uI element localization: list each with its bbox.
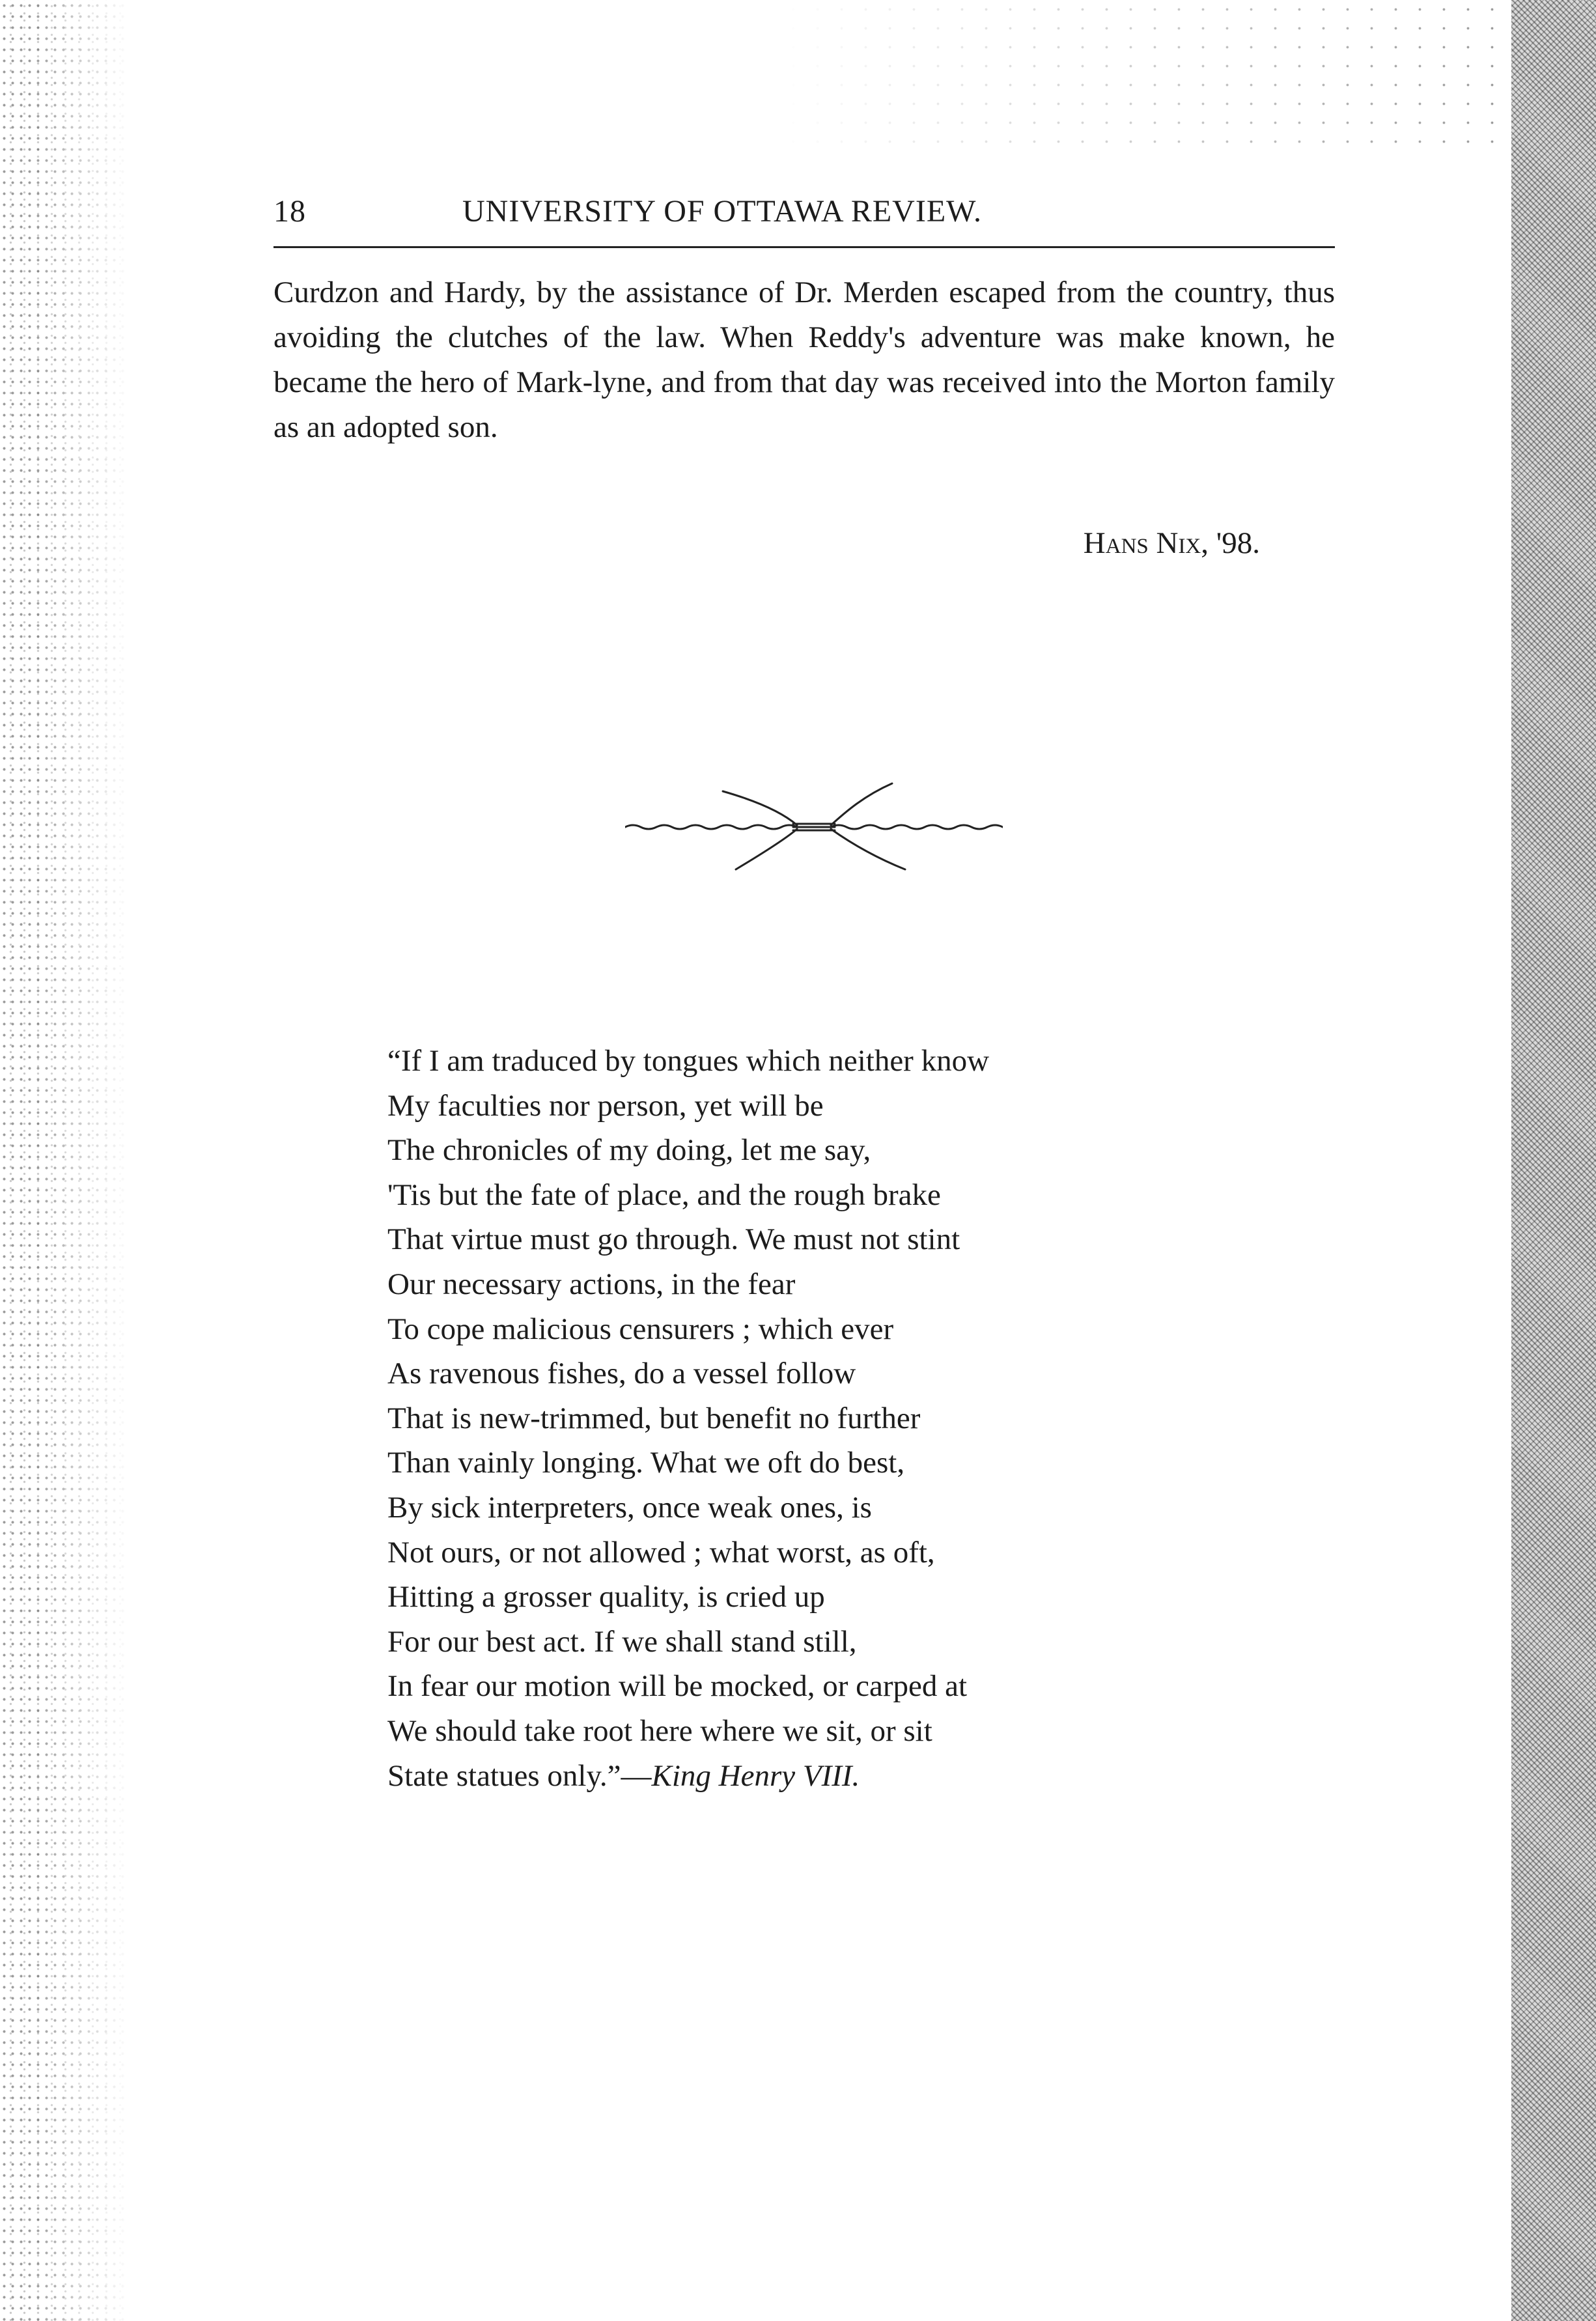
poem-line: We should take root here where we sit, or sit	[387, 1713, 932, 1748]
poem-line: In fear our motion will be mocked, or carped at	[387, 1669, 968, 1704]
poem-line: By sick interpreters, once weak ones, is	[387, 1490, 872, 1525]
page-number: 18	[273, 194, 306, 229]
poem-line-text: State statues only.”—	[387, 1758, 652, 1793]
closing-paragraph: Curdzon and Hardy, by the assistance of Dr. Merden escaped from the country, thus avoiding the clutches of the law. When Reddy's adventure was make known, he became the hero of Mark-lyne, and from that day was received into the Morton family as an adopted son.	[273, 275, 1335, 444]
poem-line: Hitting a grosser quality, is cried up	[387, 1580, 825, 1614]
poem-last-line	[387, 1754, 1234, 1799]
running-head: UNIVERSITY OF OTTAWA REVIEW.	[462, 194, 983, 229]
poem-line: That is new-trimmed, but benefit no further	[387, 1401, 921, 1435]
top-scan-specks	[781, 0, 1498, 150]
poem-line: To cope malicious censurers ; which ever	[387, 1312, 894, 1346]
poem-line: My faculties nor person, yet will be	[387, 1088, 824, 1123]
page-header	[273, 192, 1335, 231]
poem-line: Our necessary actions, in the fear	[387, 1267, 796, 1301]
poem-line: That virtue must go through. We must not stint	[387, 1222, 960, 1257]
right-edge-scan-texture	[1511, 0, 1596, 2321]
header-rule	[273, 246, 1335, 248]
poem-line: Than vainly longing. What we oft do best,	[387, 1446, 905, 1480]
left-margin-scan-noise	[0, 0, 130, 2321]
poem-line: 'Tis but the fate of place, and the rough brake	[387, 1177, 941, 1212]
poem-line: As ravenous fishes, do a vessel follow	[387, 1357, 856, 1391]
poem-line: Not ours, or not allowed ; what worst, as oft,	[387, 1535, 935, 1569]
poem-quotation	[387, 1039, 1234, 1798]
poem-line: “If I am traduced by tongues which neither know	[387, 1044, 990, 1078]
author-signature: Hans Nix, '98.	[1083, 526, 1260, 560]
poem-line: The chronicles of my doing, let me say,	[387, 1133, 871, 1168]
poem-line: For our best act. If we shall stand still,	[387, 1624, 857, 1659]
flourish-ornament-icon	[625, 772, 1003, 882]
poem-attribution: King Henry VIII.	[651, 1758, 860, 1793]
